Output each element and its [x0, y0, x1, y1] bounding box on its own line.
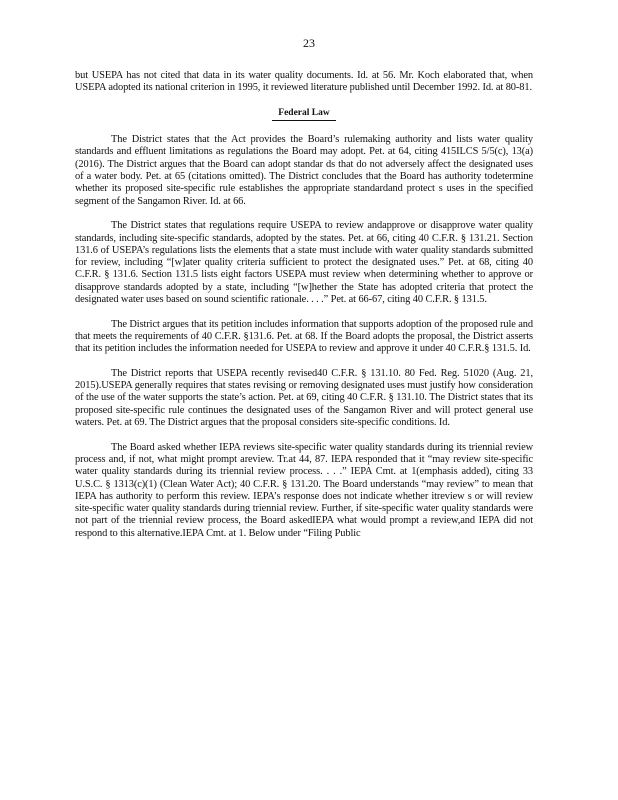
paragraph-4: The District reports that USEPA recently revised40 C.F.R. § 131.10. 80 Fed. Reg. 51020 (Aug. 21, 2015).USEPA generally requires that states revising or removing designated uses must justify how consideration of the use of the water supports the state’s action. Pet. at 69, citing 40 C.F.R. § 131.10. The District states that its proposed site-specific rule continues the designated uses of the Sangamon River and will protect general use waters. Pet. at 69. The District argues that the proposal considers site-specific conditions. Id. [75, 367, 533, 429]
paragraph-1: The District states that the Act provides the Board’s rulemaking authority and lists water quality standards and effluent limitations as regulations the Board may adopt. Pet. at 64, citing 415ILCS 5/5(c), 13(a) (2016). The District argues that the Board can adopt standar ds that do not adversely affect the designated uses of a water body. Pet. at 65 (citations omitted). The District concludes that the Board has authority todetermine whether its proposed site-specific rule establishes the appropriate standardand protect s uses in the specified segment of the Sangamon River. Id. at 66. [75, 134, 533, 207]
paragraph-5: The Board asked whether IEPA reviews site-specific water quality standards during its triennial review process and, if not, what might prompt areview. Tr.at 44, 87. IEPA responded that it “may review site-specific water quality standards during its triennial review process. . . .” IEPA Cmt. at 1(emphasis added), citing 33 U.S.C. § 1313(c)(1) (Clean Water Act); 40 C.F.R. § 131.20. The Board understands “may review” to mean that IEPA has authority to perform this review. IEPA’s response does not indicate whether itreview s or will review site-specific water quality standards during triennial review. Further, if site-specific water quality standards were not part of the triennial review process, the Board askedIEPA what would prompt a review,and IEPA did not respond to this alternative.IEPA Cmt. at 1. Below under “Filing Public [75, 441, 533, 539]
continued-paragraph: but USEPA has not cited that data in its water quality documents. Id. at 56. Mr. Koch elaborated that, when USEPA adopted its national criterion in 1995, it reviewed literature published until December 1992. Id. at 80-81. [75, 70, 533, 94]
section-heading-label: Federal Law [272, 107, 335, 121]
section-heading [75, 107, 533, 121]
paragraph-3: The District argues that its petition includes information that supports adoption of the proposed rule and that meets the requirements of 40 C.F.R. §131.6. Pet. at 68. If the Board adopts the proposal, the District asserts that its petition includes the information needed for USEPA to review and approve it under 40 C.F.R.§ 131.5. Id. [75, 318, 533, 355]
page-number: 23 [303, 36, 315, 50]
paragraph-2: The District states that regulations require USEPA to review andapprove or disapprove water quality standards, including site-specific standards, adopted by the states. Pet. at 66, citing 40 C.F.R. § 131.21. Section 131.6 of USEPA’s regulations lists the elements that a state must include with water quality standards submitted for review, including “[w]ater quality criteria sufficient to protect the designated uses.” Pet. at 68, citing 40 C.F.R. § 131.6. Section 131.5 lists eight factors USEPA must review when determining whether to approve or disapprove standards adopted by a state, including “[w]hether the State has adopted criteria that protect the designated water uses based on sound scientific rationale. . . .” Pet. at 66-67, citing 40 C.F.R. § 131.5. [75, 220, 533, 306]
body-text [75, 70, 533, 552]
